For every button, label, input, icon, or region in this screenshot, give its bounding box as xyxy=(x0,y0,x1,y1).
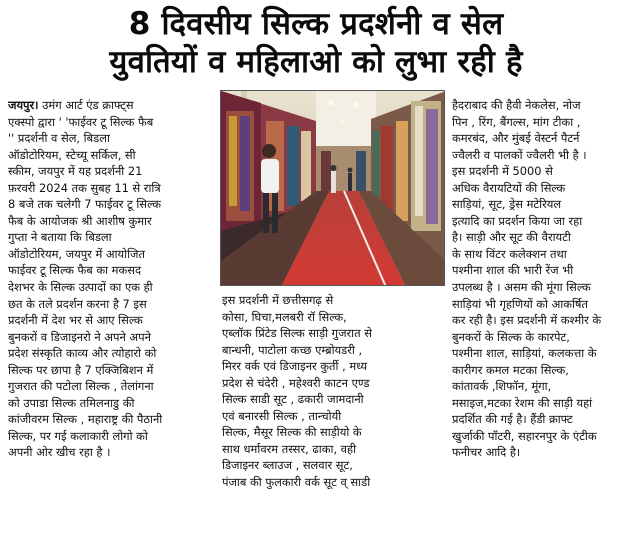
article-line xyxy=(452,130,628,147)
article-line xyxy=(452,329,628,346)
article-line-text: बुनकरों व डिजाइनरो ने अपने अपने xyxy=(8,329,151,344)
article-line xyxy=(452,262,628,279)
article-line-text: देशभर के सिल्क उत्पादों का एक ही xyxy=(8,280,153,295)
article-line-text: उपलब्ध है । असम की मूंगा सिल्क xyxy=(452,280,591,295)
article-line-text: कमरबंद, और मुंबई वेस्टर्न पैटर्न xyxy=(452,131,580,146)
article-line-text: अपनी ओर खीच रहा है । xyxy=(8,445,111,460)
article-column-left xyxy=(8,97,215,461)
article-line-text: बुनकरों के सिल्क के कारपेट, xyxy=(452,329,570,344)
article-line xyxy=(452,163,628,180)
article-line xyxy=(452,345,628,362)
article-line xyxy=(8,262,215,279)
article-line xyxy=(8,329,215,346)
dateline: जयपुर। xyxy=(8,98,39,112)
article-line xyxy=(8,279,215,296)
article-line xyxy=(8,163,215,180)
article-line xyxy=(452,246,628,263)
article-line-text: छत के तले प्रदर्शन करना है 7 इस xyxy=(8,296,147,311)
article-line-text: है। साड़ी और सूट की वैरायटी xyxy=(452,230,571,245)
article-line xyxy=(8,362,215,379)
article-line xyxy=(8,213,215,230)
article-line-text: 8 बजे तक चलेगी 7 फाईवर टू सिल्क xyxy=(8,197,161,212)
article-line xyxy=(8,428,215,445)
article-line xyxy=(8,130,215,147)
article-line-text: प्रदर्शनी में देश भर से आए सिल्क xyxy=(8,313,143,328)
article-line-text: ऑडोटोरियम, जयपुर में आयोजित xyxy=(8,246,145,261)
article-line xyxy=(222,292,418,309)
article-line xyxy=(222,309,418,326)
article-line xyxy=(452,362,628,379)
article-line-text: सिल्क, पर गई कलाकारी लोगो को xyxy=(8,428,148,443)
article-line xyxy=(222,325,418,342)
article-line-text: स्कीम, जयपुर में यह प्रदर्शनी 21 xyxy=(8,164,143,179)
article-line xyxy=(222,408,418,425)
article-line xyxy=(222,474,418,491)
article-line xyxy=(452,97,628,114)
article-line-text: कारीगर कमल मटका सिल्क, xyxy=(452,362,569,377)
article-line-text: के साथ विंटर कलेक्शन तथा xyxy=(452,246,567,261)
article-line-text: '' प्रदर्शनी व सेल, बिडला xyxy=(8,131,110,146)
article-line xyxy=(452,279,628,296)
article-line xyxy=(452,444,628,461)
article-line xyxy=(8,345,215,362)
article-line xyxy=(222,391,418,408)
article-line xyxy=(8,97,215,114)
article-line xyxy=(8,378,215,395)
article-line xyxy=(8,114,215,131)
article-line-text: साथ धर्मावरम तस्सर, ढाका, वही xyxy=(222,441,357,456)
article-column-right xyxy=(452,97,628,461)
article-line-text: गुजरात की पटोला सिल्क , तेलांगना xyxy=(8,379,154,394)
article-line-text: सिल्क पर छापा है 7 एक्जिबिशन में xyxy=(8,362,154,377)
article-line-text: उमंग आर्ट एंड क्राफ्ट्स xyxy=(42,98,134,112)
article-line xyxy=(8,312,215,329)
article-line xyxy=(452,428,628,445)
article-line xyxy=(8,395,215,412)
article-line-text: फनीचर आदि है। xyxy=(452,445,521,460)
exhibition-photo xyxy=(220,90,445,286)
article-line-text: गुप्ता ने बताया कि बिडला xyxy=(8,230,112,245)
article-line xyxy=(8,196,215,213)
article-line-text: फ़रवरी 2024 तक सुबह 11 से रात्रि xyxy=(8,180,161,195)
article-line xyxy=(452,378,628,395)
article-line xyxy=(8,180,215,197)
article-line-text: फाईवर टू सिल्क फैब का मकसद xyxy=(8,263,141,278)
article-line-text: हैदराबाद की हैवी नेकलेस, नोज xyxy=(452,98,581,112)
article-line xyxy=(452,114,628,131)
article-line-text: फैब के आयोजक श्री आशीष कुमार xyxy=(8,213,152,228)
article-line-text: कांजीवरम सिल्क , महाराष्ट्र की पैठानी xyxy=(8,412,163,427)
article-line-text: खुर्जाकी पॉटरी, सहारनपुर के एंटीक xyxy=(452,428,597,443)
article-line-text: कांतावर्क ,शिफॉन, मूंगा, xyxy=(452,379,552,394)
article-line xyxy=(222,424,418,441)
article-line xyxy=(8,444,215,461)
article-line-text: ऑडोटोरियम, स्टेच्यू सर्किल, सी xyxy=(8,147,136,162)
article-line-text: ज्वैलरी व पालकों ज्वैलरी भी है । xyxy=(452,147,587,162)
article-line-text: कर रही है। इस प्रदर्शनी में कश्मीर के xyxy=(452,313,602,328)
article-line xyxy=(452,229,628,246)
article-line-text: साड़ियां, सूट, ड्रेस मटेरियल xyxy=(452,197,562,212)
article-line xyxy=(452,411,628,428)
article-line-text: मसाइज,मटका रेशम की साड़ी यहां xyxy=(452,395,593,410)
article-line xyxy=(8,246,215,263)
article-line xyxy=(452,213,628,230)
article-line xyxy=(222,457,418,474)
article-line-text: एब्लॉक प्रिंटेड सिल्क साड़ी गुजरात से xyxy=(222,326,372,341)
article-line xyxy=(8,147,215,164)
article-line-text: इत्यादि का प्रदर्शन किया जा रहा xyxy=(452,213,583,228)
article-line-text: इस प्रदर्शनी में छत्तीसगढ़ से xyxy=(222,293,334,307)
article-line-text: अधिक वैरायटियों की सिल्क xyxy=(452,180,566,195)
article-line xyxy=(452,395,628,412)
article-line-text: इस प्रदर्शनी में 5000 से xyxy=(452,164,553,179)
article-line xyxy=(222,441,418,458)
article-line xyxy=(452,196,628,213)
article-line xyxy=(452,180,628,197)
article-line xyxy=(8,296,215,313)
article-line xyxy=(222,342,418,359)
article-line xyxy=(8,411,215,428)
headline-line-1: 8 दिवसीय सिल्क प्रदर्शनी व सेल xyxy=(128,6,504,42)
article-line-text: सिल्क, मैसूर सिल्क की साड़ीयो के xyxy=(222,425,362,440)
article-line-text: पश्मीना शाल की भारी रेंज भी xyxy=(452,263,574,278)
article-column-middle xyxy=(222,292,418,491)
article-line-text: साड़ियां भी गृहणियों को आकर्षित xyxy=(452,296,589,311)
article-line-text: प्रदेश से चंदेरी , महेश्वरी काटन एण्ड xyxy=(222,375,370,390)
article-line xyxy=(222,375,418,392)
article-line-text: एक्स्पो द्वारा ' 'फाईवर टू सिल्क फैब xyxy=(8,114,154,129)
article-line xyxy=(452,312,628,329)
article-line-text: सिल्क साडी सूट , ढकारी जामदानी xyxy=(222,392,364,407)
headline-line-2: युवतियों व महिलाओ को लुभा रही है xyxy=(109,44,523,80)
article-line-text: को उपाडा सिल्क तमिलनाडु की xyxy=(8,395,135,410)
article-line-text: एवं बनारसी सिल्क , तान्चोयी xyxy=(222,408,342,423)
article-line-text: प्रदेश संस्कृति काव्य और त्योहारो को xyxy=(8,346,157,361)
article-line-text: डिजाइनर ब्लाउज , सलवार सूट, xyxy=(222,458,353,473)
article-line-text: पंजाब की फुलकारी वर्क सूट व् साडी xyxy=(222,475,371,490)
article-line xyxy=(452,296,628,313)
article-line-text: कोसा, घिचा,मलबरी रॉ सिल्क, xyxy=(222,309,347,324)
article-line-text: प्रदर्शित की गई है। हैंडी क्राफ्ट xyxy=(452,412,573,427)
exhibition-hall-illustration xyxy=(221,91,445,286)
article-line-text: मिरर वर्क एवं डिजाइनर कुर्ती , मध्य xyxy=(222,359,368,374)
article-line xyxy=(452,147,628,164)
article-line xyxy=(8,229,215,246)
article-line-text: बान्धनी, पाटोला कच्छ एम्ब्रोयडरी , xyxy=(222,342,363,357)
article-line xyxy=(222,358,418,375)
article-line-text: पिन , रिंग, बैंगल्स, मांग टीका , xyxy=(452,114,581,129)
article-line-text: पश्मीना शाल, साड़ियां, कलकत्ता के xyxy=(452,346,597,361)
